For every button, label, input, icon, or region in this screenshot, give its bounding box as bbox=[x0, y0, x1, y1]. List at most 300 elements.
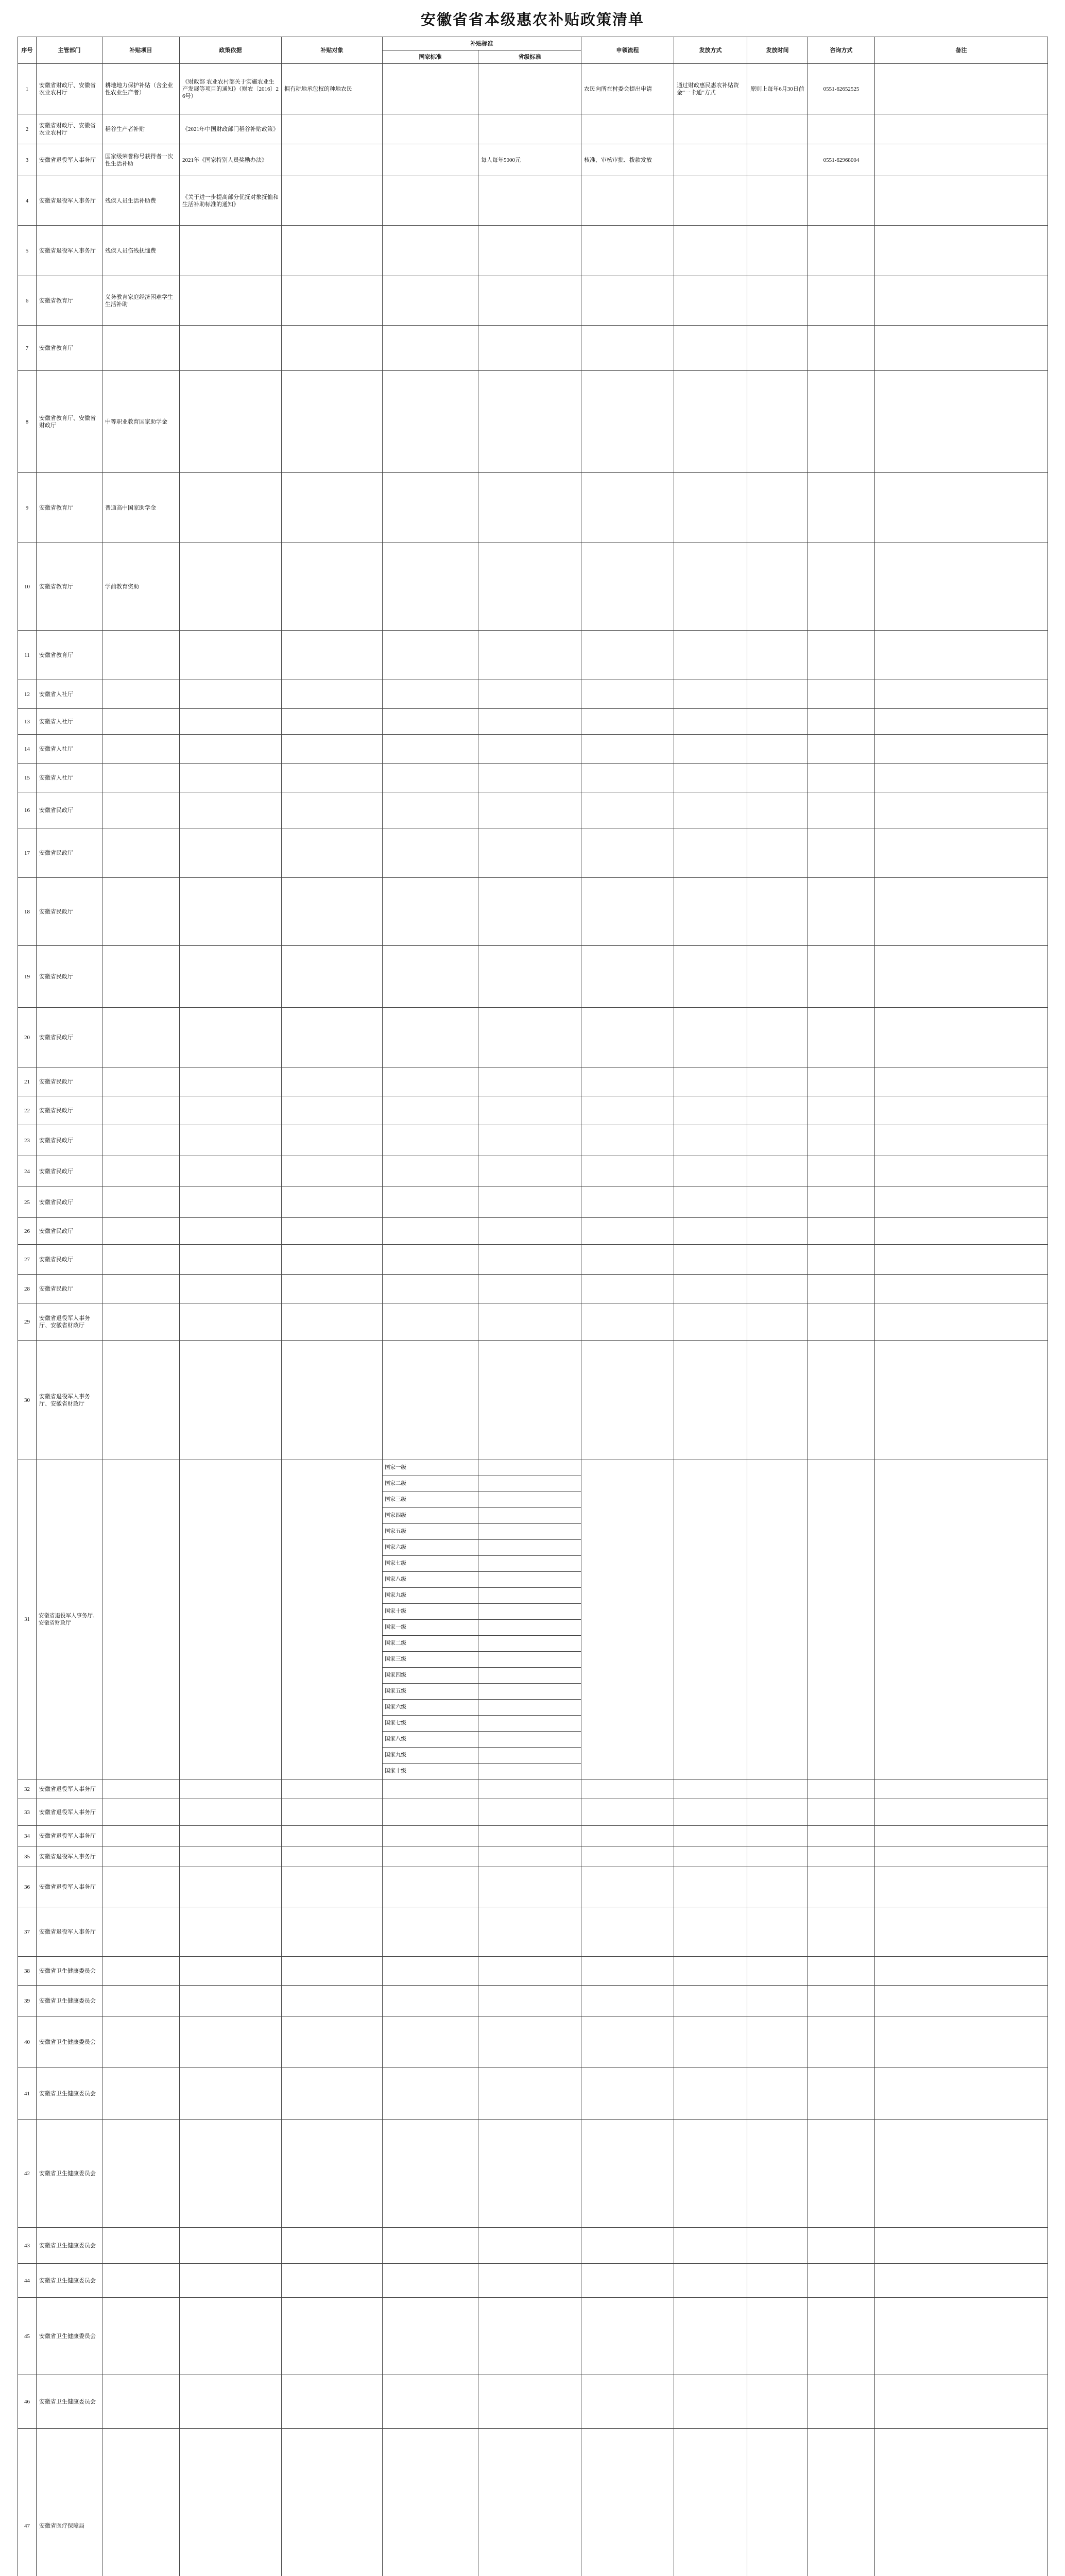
note-cell bbox=[875, 226, 1048, 276]
project-cell bbox=[102, 828, 180, 878]
method-cell bbox=[674, 543, 747, 631]
basis-cell bbox=[180, 1826, 282, 1846]
project-cell bbox=[102, 1125, 180, 1156]
national-standard-cell bbox=[383, 1986, 478, 2016]
target-cell bbox=[282, 828, 383, 878]
dept-cell: 安徽省医疗保障局 bbox=[37, 2429, 102, 2576]
contact-cell bbox=[808, 735, 875, 764]
time-cell bbox=[747, 1957, 808, 1986]
basis-cell bbox=[180, 2429, 282, 2576]
basis-cell bbox=[180, 1187, 282, 1218]
note-cell bbox=[875, 1957, 1048, 1986]
seq-cell: 2 bbox=[18, 114, 37, 144]
dept-cell: 安徽省卫生健康委员会 bbox=[37, 2120, 102, 2228]
tier-provincial-cell bbox=[478, 1476, 581, 1492]
project-cell bbox=[102, 2228, 180, 2264]
note-cell bbox=[875, 1275, 1048, 1303]
table-row bbox=[18, 473, 1048, 543]
method-cell bbox=[674, 1907, 747, 1957]
tier-label-cell: 国家八级 bbox=[383, 1732, 478, 1748]
national-standard-cell bbox=[383, 1341, 478, 1460]
note-cell bbox=[875, 878, 1048, 946]
project-cell bbox=[102, 680, 180, 709]
seq-cell: 21 bbox=[18, 1067, 37, 1096]
time-cell bbox=[747, 1125, 808, 1156]
seq-cell: 45 bbox=[18, 2298, 37, 2375]
tier-provincial-cell bbox=[478, 1588, 581, 1604]
dept-cell: 安徽省退役军人事务厅、安徽省财政厅 bbox=[37, 1303, 102, 1341]
method-cell bbox=[674, 1867, 747, 1907]
target-cell bbox=[282, 276, 383, 326]
project-cell bbox=[102, 1067, 180, 1096]
national-standard-cell bbox=[383, 828, 478, 878]
project-cell bbox=[102, 878, 180, 946]
method-cell bbox=[674, 946, 747, 1008]
note-cell bbox=[875, 176, 1048, 226]
provincial-standard-cell bbox=[478, 326, 581, 371]
seq-cell: 32 bbox=[18, 1780, 37, 1799]
provincial-standard-cell bbox=[478, 2228, 581, 2264]
contact-cell bbox=[808, 828, 875, 878]
basis-cell bbox=[180, 1799, 282, 1826]
dept-cell: 安徽省教育厅、安徽省财政厅 bbox=[37, 371, 102, 473]
provincial-standard-cell bbox=[478, 2016, 581, 2068]
national-standard-cell bbox=[383, 176, 478, 226]
project-cell bbox=[102, 1008, 180, 1067]
tier-label-cell: 国家九级 bbox=[383, 1748, 478, 1764]
table-row bbox=[18, 1867, 1048, 1907]
method-cell bbox=[674, 1986, 747, 2016]
project-cell bbox=[102, 2264, 180, 2298]
header-note: 备注 bbox=[875, 37, 1048, 64]
contact-cell bbox=[808, 764, 875, 792]
note-cell bbox=[875, 1780, 1048, 1799]
table-row bbox=[18, 1125, 1048, 1156]
dept-cell: 安徽省人社厅 bbox=[37, 680, 102, 709]
tier-label-cell: 国家一级 bbox=[383, 1460, 478, 1476]
time-cell bbox=[747, 473, 808, 543]
note-cell bbox=[875, 1187, 1048, 1218]
tier-label-cell: 国家七级 bbox=[383, 1556, 478, 1572]
method-cell bbox=[674, 2068, 747, 2120]
method-cell bbox=[674, 1957, 747, 1986]
table-row bbox=[18, 631, 1048, 680]
basis-cell bbox=[180, 792, 282, 828]
basis-cell bbox=[180, 1780, 282, 1799]
seq-cell: 37 bbox=[18, 1907, 37, 1957]
national-standard-cell bbox=[383, 1780, 478, 1799]
provincial-standard-cell bbox=[478, 2264, 581, 2298]
basis-cell bbox=[180, 680, 282, 709]
table-row bbox=[18, 1187, 1048, 1218]
basis-cell bbox=[180, 2298, 282, 2375]
basis-cell bbox=[180, 1460, 282, 1780]
note-cell bbox=[875, 1218, 1048, 1245]
national-standard-cell bbox=[383, 2228, 478, 2264]
national-standard-cell bbox=[383, 1008, 478, 1067]
basis-cell bbox=[180, 371, 282, 473]
target-cell bbox=[282, 114, 383, 144]
note-cell bbox=[875, 2228, 1048, 2264]
note-cell bbox=[875, 680, 1048, 709]
seq-cell: 19 bbox=[18, 946, 37, 1008]
time-cell bbox=[747, 1187, 808, 1218]
national-standard-cell bbox=[383, 1096, 478, 1125]
table-row bbox=[18, 1275, 1048, 1303]
dept-cell: 安徽省卫生健康委员会 bbox=[37, 2375, 102, 2429]
provincial-standard-cell bbox=[478, 709, 581, 735]
time-cell: 原则上每年6月30日前 bbox=[747, 64, 808, 114]
contact-cell bbox=[808, 1341, 875, 1460]
seq-cell: 36 bbox=[18, 1867, 37, 1907]
note-cell bbox=[875, 1008, 1048, 1067]
basis-cell bbox=[180, 2375, 282, 2429]
tier-provincial-cell bbox=[478, 1524, 581, 1540]
seq-cell: 44 bbox=[18, 2264, 37, 2298]
seq-cell: 42 bbox=[18, 2120, 37, 2228]
seq-cell: 13 bbox=[18, 709, 37, 735]
seq-cell: 10 bbox=[18, 543, 37, 631]
contact-cell bbox=[808, 1218, 875, 1245]
provincial-standard-cell bbox=[478, 735, 581, 764]
seq-cell: 20 bbox=[18, 1008, 37, 1067]
procedure-cell bbox=[581, 878, 674, 946]
note-cell bbox=[875, 114, 1048, 144]
dept-cell: 安徽省民政厅 bbox=[37, 1245, 102, 1275]
project-cell bbox=[102, 709, 180, 735]
contact-cell bbox=[808, 2228, 875, 2264]
national-standard-cell bbox=[383, 631, 478, 680]
dept-cell: 安徽省卫生健康委员会 bbox=[37, 1957, 102, 1986]
national-standard-cell bbox=[383, 543, 478, 631]
tier-label-cell: 国家四级 bbox=[383, 1668, 478, 1684]
dept-cell: 安徽省民政厅 bbox=[37, 946, 102, 1008]
seq-cell: 46 bbox=[18, 2375, 37, 2429]
note-cell bbox=[875, 2375, 1048, 2429]
table-row bbox=[18, 1780, 1048, 1799]
project-cell bbox=[102, 1780, 180, 1799]
dept-cell: 安徽省退役军人事务厅 bbox=[37, 1780, 102, 1799]
tier-label-cell: 国家二级 bbox=[383, 1636, 478, 1652]
dept-cell: 安徽省人社厅 bbox=[37, 764, 102, 792]
dept-cell: 安徽省财政厅、安徽省农业农村厅 bbox=[37, 114, 102, 144]
table-row bbox=[18, 1218, 1048, 1245]
target-cell bbox=[282, 326, 383, 371]
target-cell bbox=[282, 1275, 383, 1303]
table-row bbox=[18, 709, 1048, 735]
method-cell bbox=[674, 2375, 747, 2429]
method-cell bbox=[674, 114, 747, 144]
tier-provincial-cell bbox=[478, 1492, 581, 1508]
contact-cell bbox=[808, 2120, 875, 2228]
project-cell bbox=[102, 2429, 180, 2576]
target-cell bbox=[282, 1780, 383, 1799]
provincial-standard-cell bbox=[478, 176, 581, 226]
tier-label-cell: 国家八级 bbox=[383, 1572, 478, 1588]
table-row bbox=[18, 1799, 1048, 1826]
header-basis: 政策依据 bbox=[180, 37, 282, 64]
target-cell bbox=[282, 1245, 383, 1275]
basis-cell bbox=[180, 276, 282, 326]
provincial-standard-cell bbox=[478, 1907, 581, 1957]
time-cell bbox=[747, 1846, 808, 1867]
contact-cell bbox=[808, 276, 875, 326]
time-cell bbox=[747, 1460, 808, 1780]
method-cell bbox=[674, 326, 747, 371]
contact-cell bbox=[808, 1245, 875, 1275]
time-cell bbox=[747, 828, 808, 878]
provincial-standard-cell bbox=[478, 2120, 581, 2228]
note-cell bbox=[875, 631, 1048, 680]
note-cell bbox=[875, 735, 1048, 764]
table-row bbox=[18, 2120, 1048, 2228]
basis-cell bbox=[180, 828, 282, 878]
procedure-cell bbox=[581, 543, 674, 631]
target-cell bbox=[282, 1067, 383, 1096]
method-cell bbox=[674, 226, 747, 276]
target-cell bbox=[282, 1846, 383, 1867]
project-cell bbox=[102, 735, 180, 764]
method-cell bbox=[674, 1460, 747, 1780]
contact-cell bbox=[808, 2264, 875, 2298]
national-standard-cell bbox=[383, 2298, 478, 2375]
method-cell bbox=[674, 878, 747, 946]
header-std-national: 国家标准 bbox=[383, 50, 478, 64]
basis-cell bbox=[180, 1218, 282, 1245]
procedure-cell bbox=[581, 1341, 674, 1460]
target-cell bbox=[282, 144, 383, 176]
target-cell bbox=[282, 709, 383, 735]
table-row bbox=[18, 2264, 1048, 2298]
table-row bbox=[18, 371, 1048, 473]
target-cell bbox=[282, 1460, 383, 1780]
method-cell bbox=[674, 1826, 747, 1846]
table-row bbox=[18, 1156, 1048, 1187]
national-standard-cell bbox=[383, 114, 478, 144]
project-cell bbox=[102, 1826, 180, 1846]
dept-cell: 安徽省退役军人事务厅、安徽省财政厅 bbox=[37, 1341, 102, 1460]
time-cell bbox=[747, 326, 808, 371]
contact-cell bbox=[808, 1826, 875, 1846]
procedure-cell bbox=[581, 2375, 674, 2429]
time-cell bbox=[747, 1245, 808, 1275]
seq-cell: 14 bbox=[18, 735, 37, 764]
provincial-standard-cell bbox=[478, 1245, 581, 1275]
dept-cell: 安徽省民政厅 bbox=[37, 792, 102, 828]
table-row bbox=[18, 1341, 1048, 1460]
seq-cell: 40 bbox=[18, 2016, 37, 2068]
table-body bbox=[18, 64, 1048, 2576]
tier-provincial-cell bbox=[478, 1748, 581, 1764]
target-cell bbox=[282, 2264, 383, 2298]
table-row bbox=[18, 2375, 1048, 2429]
header-std-group: 补贴标准 bbox=[383, 37, 581, 50]
seq-cell: 4 bbox=[18, 176, 37, 226]
procedure-cell bbox=[581, 1986, 674, 2016]
method-cell bbox=[674, 1275, 747, 1303]
basis-cell bbox=[180, 1907, 282, 1957]
dept-cell: 安徽省人社厅 bbox=[37, 709, 102, 735]
contact-cell bbox=[808, 1067, 875, 1096]
seq-cell: 1 bbox=[18, 64, 37, 114]
note-cell bbox=[875, 2016, 1048, 2068]
header-method: 发放方式 bbox=[674, 37, 747, 64]
basis-cell bbox=[180, 1846, 282, 1867]
time-cell bbox=[747, 1780, 808, 1799]
table-row bbox=[18, 226, 1048, 276]
provincial-standard-cell bbox=[478, 1156, 581, 1187]
procedure-cell bbox=[581, 226, 674, 276]
target-cell bbox=[282, 1096, 383, 1125]
procedure-cell bbox=[581, 473, 674, 543]
tier-label-cell: 国家十级 bbox=[383, 1604, 478, 1620]
national-standard-cell bbox=[383, 2120, 478, 2228]
dept-cell: 安徽省卫生健康委员会 bbox=[37, 1986, 102, 2016]
procedure-cell bbox=[581, 1780, 674, 1799]
tier-provincial-cell bbox=[478, 1684, 581, 1700]
national-standard-cell bbox=[383, 1218, 478, 1245]
seq-cell: 9 bbox=[18, 473, 37, 543]
note-cell bbox=[875, 2429, 1048, 2576]
table-row bbox=[18, 1245, 1048, 1275]
procedure-cell bbox=[581, 2264, 674, 2298]
contact-cell bbox=[808, 1303, 875, 1341]
target-cell bbox=[282, 946, 383, 1008]
note-cell bbox=[875, 2298, 1048, 2375]
provincial-standard-cell bbox=[478, 1867, 581, 1907]
dept-cell: 安徽省人社厅 bbox=[37, 735, 102, 764]
note-cell bbox=[875, 276, 1048, 326]
project-cell bbox=[102, 631, 180, 680]
national-standard-cell bbox=[383, 144, 478, 176]
time-cell bbox=[747, 735, 808, 764]
tier-provincial-cell bbox=[478, 1668, 581, 1684]
table-row bbox=[18, 543, 1048, 631]
table-row bbox=[18, 176, 1048, 226]
project-cell: 残疾人员生活补助费 bbox=[102, 176, 180, 226]
seq-cell: 6 bbox=[18, 276, 37, 326]
contact-cell bbox=[808, 946, 875, 1008]
tier-label-cell: 国家六级 bbox=[383, 1700, 478, 1716]
provincial-standard-cell bbox=[478, 1125, 581, 1156]
basis-cell bbox=[180, 735, 282, 764]
table-row bbox=[18, 2298, 1048, 2375]
national-standard-cell bbox=[383, 709, 478, 735]
basis-cell: 《财政部 农业农村部关于实施农业生产发展等项目的通知》（财农〔2016〕26号） bbox=[180, 64, 282, 114]
dept-cell: 安徽省退役军人事务厅 bbox=[37, 176, 102, 226]
project-cell bbox=[102, 1799, 180, 1826]
basis-cell bbox=[180, 1067, 282, 1096]
target-cell bbox=[282, 1156, 383, 1187]
national-standard-cell bbox=[383, 1846, 478, 1867]
dept-cell: 安徽省卫生健康委员会 bbox=[37, 2264, 102, 2298]
seq-cell: 17 bbox=[18, 828, 37, 878]
note-cell bbox=[875, 764, 1048, 792]
seq-cell: 26 bbox=[18, 1218, 37, 1245]
contact-cell bbox=[808, 709, 875, 735]
target-cell bbox=[282, 1867, 383, 1907]
national-standard-cell bbox=[383, 226, 478, 276]
national-standard-cell bbox=[383, 946, 478, 1008]
note-cell bbox=[875, 1907, 1048, 1957]
national-standard-cell bbox=[383, 326, 478, 371]
target-cell: 拥有耕地承包权的种地农民 bbox=[282, 64, 383, 114]
time-cell bbox=[747, 709, 808, 735]
time-cell bbox=[747, 114, 808, 144]
seq-cell: 8 bbox=[18, 371, 37, 473]
seq-cell: 34 bbox=[18, 1826, 37, 1846]
contact-cell bbox=[808, 2068, 875, 2120]
time-cell bbox=[747, 1218, 808, 1245]
time-cell bbox=[747, 2375, 808, 2429]
time-cell bbox=[747, 2120, 808, 2228]
time-cell bbox=[747, 144, 808, 176]
project-cell: 耕地地力保护补贴（含企业性农业生产者） bbox=[102, 64, 180, 114]
project-cell bbox=[102, 2068, 180, 2120]
seq-cell: 39 bbox=[18, 1986, 37, 2016]
tier-provincial-cell bbox=[478, 1716, 581, 1732]
method-cell bbox=[674, 176, 747, 226]
national-standard-cell bbox=[383, 792, 478, 828]
provincial-standard-cell bbox=[478, 226, 581, 276]
table-row bbox=[18, 1826, 1048, 1846]
tier-label-cell: 国家十级 bbox=[383, 1764, 478, 1780]
project-cell: 残疾人员伤残抚恤费 bbox=[102, 226, 180, 276]
contact-cell bbox=[808, 2429, 875, 2576]
method-cell bbox=[674, 792, 747, 828]
method-cell bbox=[674, 1156, 747, 1187]
time-cell bbox=[747, 946, 808, 1008]
header-project: 补贴项目 bbox=[102, 37, 180, 64]
basis-cell bbox=[180, 226, 282, 276]
note-cell bbox=[875, 1067, 1048, 1096]
procedure-cell bbox=[581, 1303, 674, 1341]
dept-cell: 安徽省卫生健康委员会 bbox=[37, 2068, 102, 2120]
method-cell: 通过财政惠民惠农补贴资金“一卡通”方式 bbox=[674, 64, 747, 114]
time-cell bbox=[747, 1986, 808, 2016]
target-cell bbox=[282, 1008, 383, 1067]
tier-label-cell: 国家三级 bbox=[383, 1492, 478, 1508]
target-cell bbox=[282, 2120, 383, 2228]
note-cell bbox=[875, 1986, 1048, 2016]
dept-cell: 安徽省民政厅 bbox=[37, 1008, 102, 1067]
dept-cell: 安徽省卫生健康委员会 bbox=[37, 2298, 102, 2375]
time-cell bbox=[747, 2264, 808, 2298]
time-cell bbox=[747, 371, 808, 473]
target-cell bbox=[282, 764, 383, 792]
time-cell bbox=[747, 1156, 808, 1187]
national-standard-cell bbox=[383, 2375, 478, 2429]
seq-cell: 38 bbox=[18, 1957, 37, 1986]
time-cell bbox=[747, 226, 808, 276]
procedure-cell bbox=[581, 2120, 674, 2228]
tier-provincial-cell bbox=[478, 1508, 581, 1524]
note-cell bbox=[875, 1341, 1048, 1460]
note-cell bbox=[875, 2120, 1048, 2228]
contact-cell bbox=[808, 1867, 875, 1907]
tier-provincial-cell bbox=[478, 1572, 581, 1588]
table-row bbox=[18, 2228, 1048, 2264]
dept-cell: 安徽省退役军人事务厅、安徽省财政厅 bbox=[37, 1460, 102, 1780]
time-cell bbox=[747, 1067, 808, 1096]
dept-cell: 安徽省民政厅 bbox=[37, 1275, 102, 1303]
header-contact: 咨询方式 bbox=[808, 37, 875, 64]
time-cell bbox=[747, 2228, 808, 2264]
basis-cell bbox=[180, 709, 282, 735]
project-cell bbox=[102, 2120, 180, 2228]
provincial-standard-cell bbox=[478, 1067, 581, 1096]
table-row bbox=[18, 1460, 1048, 1476]
